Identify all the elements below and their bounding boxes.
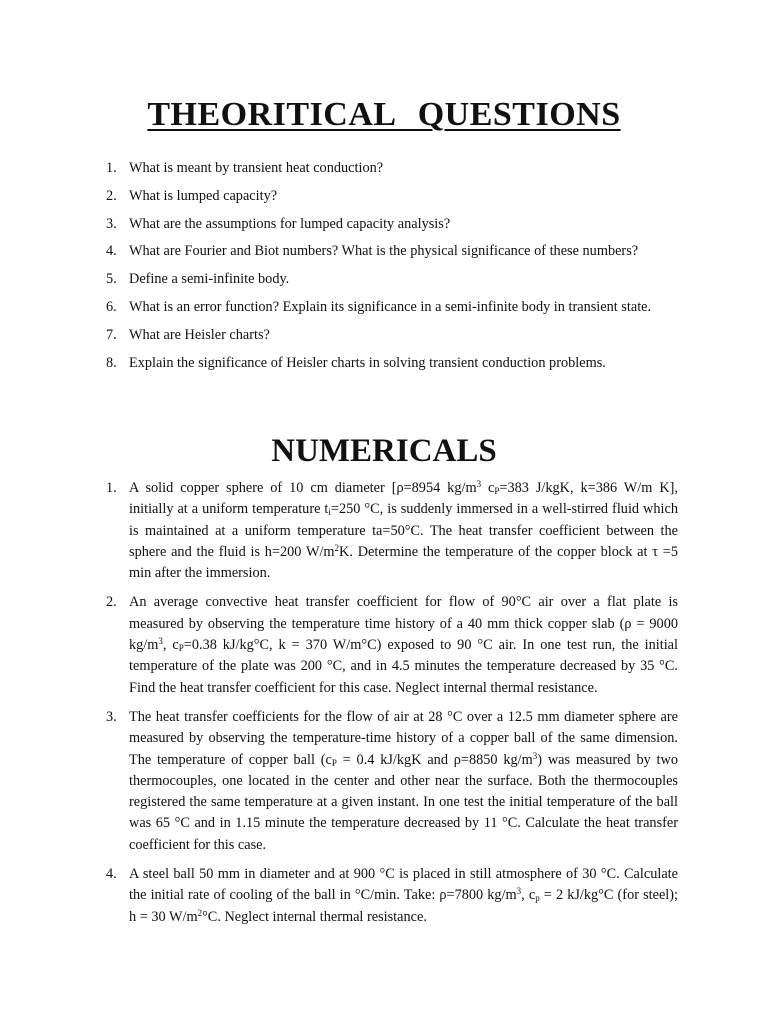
numericals-heading: NUMERICALS <box>271 433 497 469</box>
list-item <box>0 864 678 928</box>
list-item <box>0 707 678 856</box>
list-item <box>0 478 678 584</box>
problem-text: A steel ball 50 mm in diameter and at 900 °C is placed in still atmosphere of 30 °C. Calculate the initial rate of cooling of the ball in °C/min. Take: ρ=7800 $kg/m^3$, $c_p = 2$ kJ/kg°C (for steel); h = 30 $W/m^2^\circ C$. Neglect internal thermal resistance. <box>129 866 679 925</box>
item-number: 7. <box>106 326 117 343</box>
item-number: 1. <box>106 480 117 496</box>
list-item <box>0 297 678 318</box>
question-text: What is an error function? Explain its significance in a semi-infinite body in transient state. <box>129 298 652 315</box>
item-number: 1. <box>106 160 117 176</box>
item-number: 6. <box>106 298 117 315</box>
list-item <box>0 186 678 207</box>
problem-text: The heat transfer coefficients for the flow of air at 28 °C over a 12.5 mm diameter sphere are measured by observing the temperature-time history of a copper ball of the same dimension. The temperature of copper ball ($c_P = 0.4$ kJ/kgK and ρ=8850 $kg/m^3$) was measured by two thermocouples, one located in the center and other near the surface. Both the thermocouples registered the same temperature at a given instant. In one test the initial temperature of the ball was 65 °C and in 1.15 minute the temperature decreased by 11 °C. Calculate the heat transfer coefficient for this case. <box>129 708 678 853</box>
question-text: Define a semi-infinite body. <box>129 271 290 288</box>
numericals-problem-list <box>0 478 678 936</box>
question-text: What are Fourier and Biot numbers? What is the physical significance of these numbers? <box>129 243 639 260</box>
theory-question-list <box>0 158 678 380</box>
question-text: What are the assumptions for lumped capacity analysis? <box>129 215 451 232</box>
item-number: 4. <box>106 243 117 260</box>
list-item <box>0 353 678 374</box>
question-text: What is meant by transient heat conduction? <box>129 160 384 176</box>
item-number: 8. <box>106 354 117 371</box>
list-item <box>0 325 678 346</box>
theory-heading: THEORITICAL QUESTIONS <box>147 96 621 133</box>
list-item <box>0 269 678 290</box>
item-number: 5. <box>106 271 117 288</box>
question-text: What are Heisler charts? <box>129 326 270 343</box>
item-number: 4. <box>106 866 117 883</box>
question-text: What is lumped capacity? <box>129 187 278 204</box>
question-text: Explain the significance of Heisler charts in solving transient conduction problems. <box>129 354 606 371</box>
item-number: 2. <box>106 594 117 611</box>
list-item <box>0 214 678 235</box>
list-item <box>0 158 678 179</box>
problem-text: A solid copper sphere of 10 cm diameter [ρ=8954 $kg/m^3$ $c_P=383$ J/kgK, k=386 W/m K], initially at a uniform temperature $t_i=250$ °C, is suddenly immersed in a well-stirred fluid which is maintained at a uniform temperature ta=50°C. The heat transfer coefficient between the sphere and the fluid is h=200 $W/m^2K$. Determine the temperature of the copper block at τ =5 min after the immersion. <box>129 479 678 582</box>
problem-text: An average convective heat transfer coefficient for flow of 90°C air over a flat plate is measured by observing the temperature time history of a 40 mm thick copper slab (ρ = 9000 $kg/m^3$, $c_P=0.38$ kJ/kg°C, k = 370 W/m°C) exposed to 90 °C air. In one test run, the initial temperature of the plate was 200 °C, and in 4.5 minutes the temperature decreased by 35 °C. Find the heat transfer coefficient for this case. Neglect internal thermal resistance. <box>129 594 678 696</box>
item-number: 3. <box>106 708 117 725</box>
item-number: 3. <box>106 215 117 232</box>
item-number: 2. <box>106 187 117 204</box>
list-item <box>0 592 678 698</box>
list-item <box>0 241 678 262</box>
